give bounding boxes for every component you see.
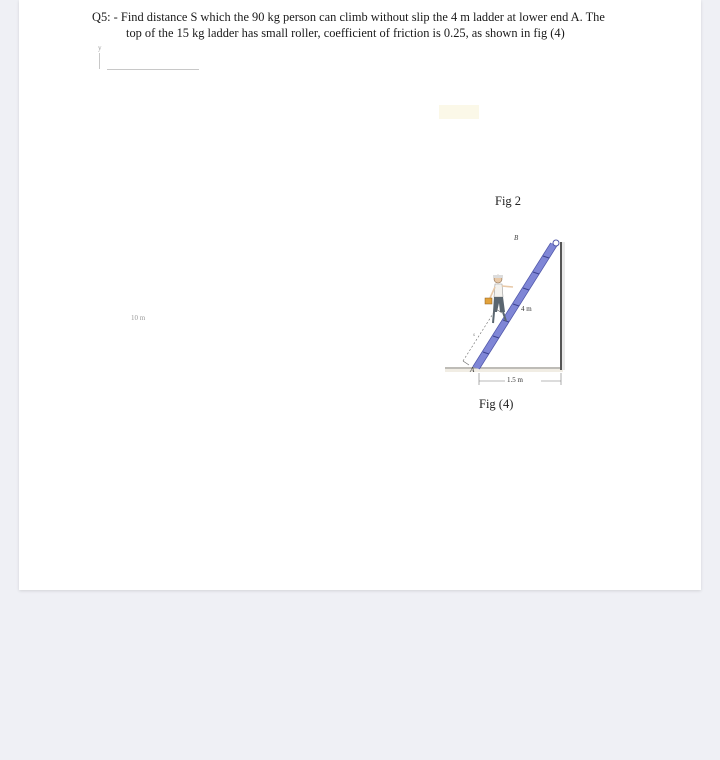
fig2-caption: Fig 2	[495, 194, 522, 208]
fig4-caption: Fig (4)	[479, 397, 514, 411]
ladder-length-label: 4 m	[521, 305, 532, 313]
base-distance-label: 1.5 m	[507, 376, 523, 384]
ladder	[473, 243, 557, 369]
question-label: Q5: -	[92, 10, 118, 24]
dimension-s-line	[463, 309, 496, 361]
roller-icon	[553, 240, 559, 246]
question-line-2: top of the 15 kg ladder has small roller, coefficient of friction is 0.25, as shown in fig (4)	[126, 26, 565, 40]
wall-shade	[562, 242, 565, 370]
dimension-s-label: s	[473, 333, 475, 338]
ladder-figure	[19, 0, 701, 590]
document-page	[19, 0, 701, 590]
point-a-label: A	[470, 366, 475, 374]
point-b-label: B	[514, 234, 519, 242]
faint-y-axis-label: y	[98, 44, 102, 52]
faint-small-label: 10 m	[131, 314, 146, 322]
question-line-1: Find distance S which the 90 kg person can climb without slip the 4 m ladder at lower end A. The	[120, 10, 605, 24]
